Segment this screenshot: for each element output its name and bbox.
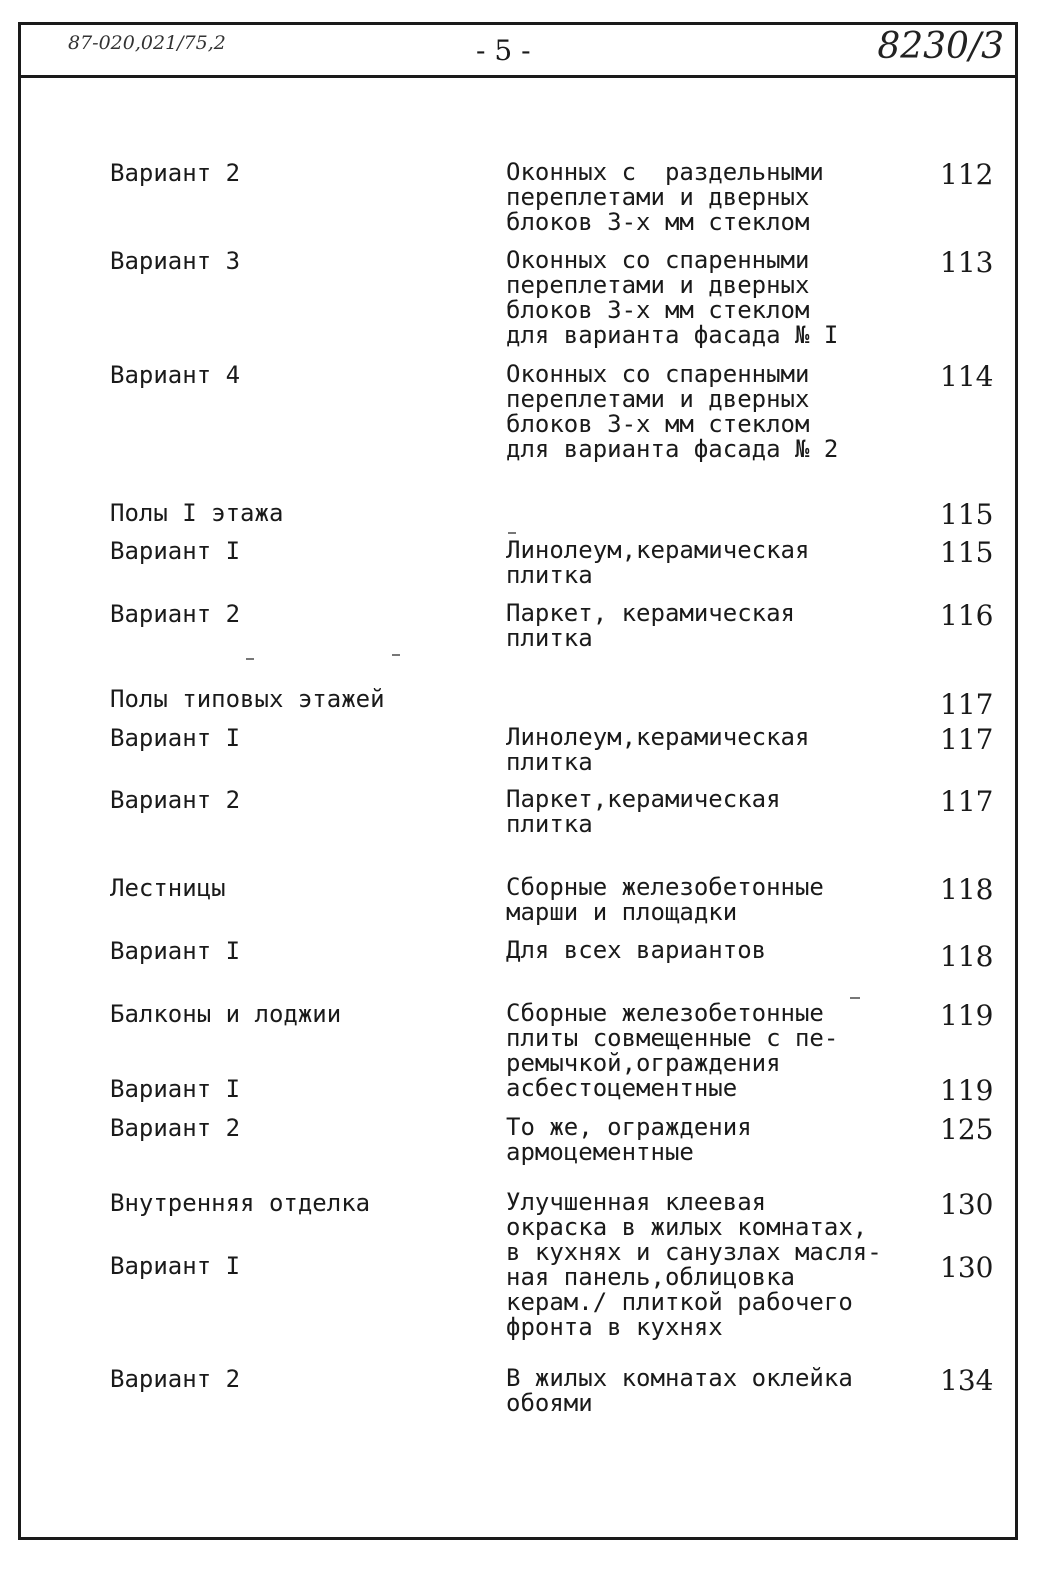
item-label: Вариант I <box>110 937 241 965</box>
item-label: Вариант I <box>110 537 241 565</box>
item-description: Линолеум,керамическая плитка <box>506 723 810 776</box>
item-page: 113 <box>940 246 994 279</box>
item-page: 134 <box>940 1364 994 1397</box>
item-page: 115 <box>940 536 994 569</box>
item-page: 114 <box>940 360 994 393</box>
item-page: 117 <box>940 688 994 721</box>
item-page: 125 <box>940 1113 994 1146</box>
item-page: 130 <box>940 1251 994 1284</box>
item-label: Вариант 2 <box>110 786 241 814</box>
item-description: Для всех вариантов <box>506 936 767 964</box>
item-page: 117 <box>940 723 994 756</box>
page-number: - 5 - <box>476 34 531 67</box>
item-label: Полы I этажа <box>110 499 284 527</box>
item-label: Вариант I <box>110 1252 241 1280</box>
item-label: Вариант 2 <box>110 159 241 187</box>
item-page: 119 <box>940 999 994 1032</box>
item-description: Оконных со спаренными переплетами и дверных блоков 3-х мм стеклом для варианта фасада № 2 <box>506 360 839 463</box>
item-description: Линолеум,керамическая плитка <box>506 536 810 589</box>
item-label: Вариант 2 <box>110 600 241 628</box>
item-page: 118 <box>940 940 994 973</box>
item-label: Полы типовых этажей <box>110 685 385 713</box>
item-description: Сборные железобетонные марши и площадки <box>506 873 824 926</box>
item-description: Паркет, керамическая плитка <box>506 599 795 652</box>
item-description: Оконных со спаренными переплетами и дверных блоков 3-х мм стеклом для варианта фасада № I <box>506 246 839 349</box>
page-header <box>18 22 1018 78</box>
item-page: 112 <box>940 158 994 191</box>
item-description: Сборные железобетонные плиты совмещенные с пе- ремычкой,ограждения асбестоцементные <box>506 999 839 1102</box>
item-label: Балконы и лоджии <box>110 1000 342 1028</box>
item-description: Паркет,керамическая плитка <box>506 785 781 838</box>
item-description: Улучшенная клеевая окраска в жилых комнатах, в кухнях и санузлах масля- ная панель,облицовка керам./ плиткой рабочего фронта в кухнях <box>506 1188 882 1341</box>
item-label: Вариант 3 <box>110 247 241 275</box>
item-description: В жилых комнатах оклейка обоями <box>506 1364 853 1417</box>
stray-mark <box>392 654 400 656</box>
item-page: 116 <box>940 599 994 632</box>
stray-mark <box>508 532 516 534</box>
item-page: 130 <box>940 1188 994 1221</box>
item-description: Оконных с раздельными переплетами и дверных блоков 3-х мм стеклом <box>506 158 824 236</box>
item-label: Вариант 2 <box>110 1114 241 1142</box>
item-label: Вариант 4 <box>110 361 241 389</box>
item-label: Вариант 2 <box>110 1365 241 1393</box>
item-page: 119 <box>940 1074 994 1107</box>
item-page: 118 <box>940 873 994 906</box>
stray-mark <box>850 997 860 999</box>
item-label: Внутренняя отделка <box>110 1189 371 1217</box>
item-label: Лестницы <box>110 874 226 902</box>
document-code: 87-020,021/75,2 <box>68 32 226 54</box>
item-page: 115 <box>940 498 994 531</box>
item-page: 117 <box>940 785 994 818</box>
item-label: Вариант I <box>110 724 241 752</box>
stray-mark <box>246 658 254 660</box>
sheet-number: 8230/3 <box>877 26 1004 67</box>
item-label: Вариант I <box>110 1075 241 1103</box>
item-description: То же, ограждения армоцементные <box>506 1113 752 1166</box>
